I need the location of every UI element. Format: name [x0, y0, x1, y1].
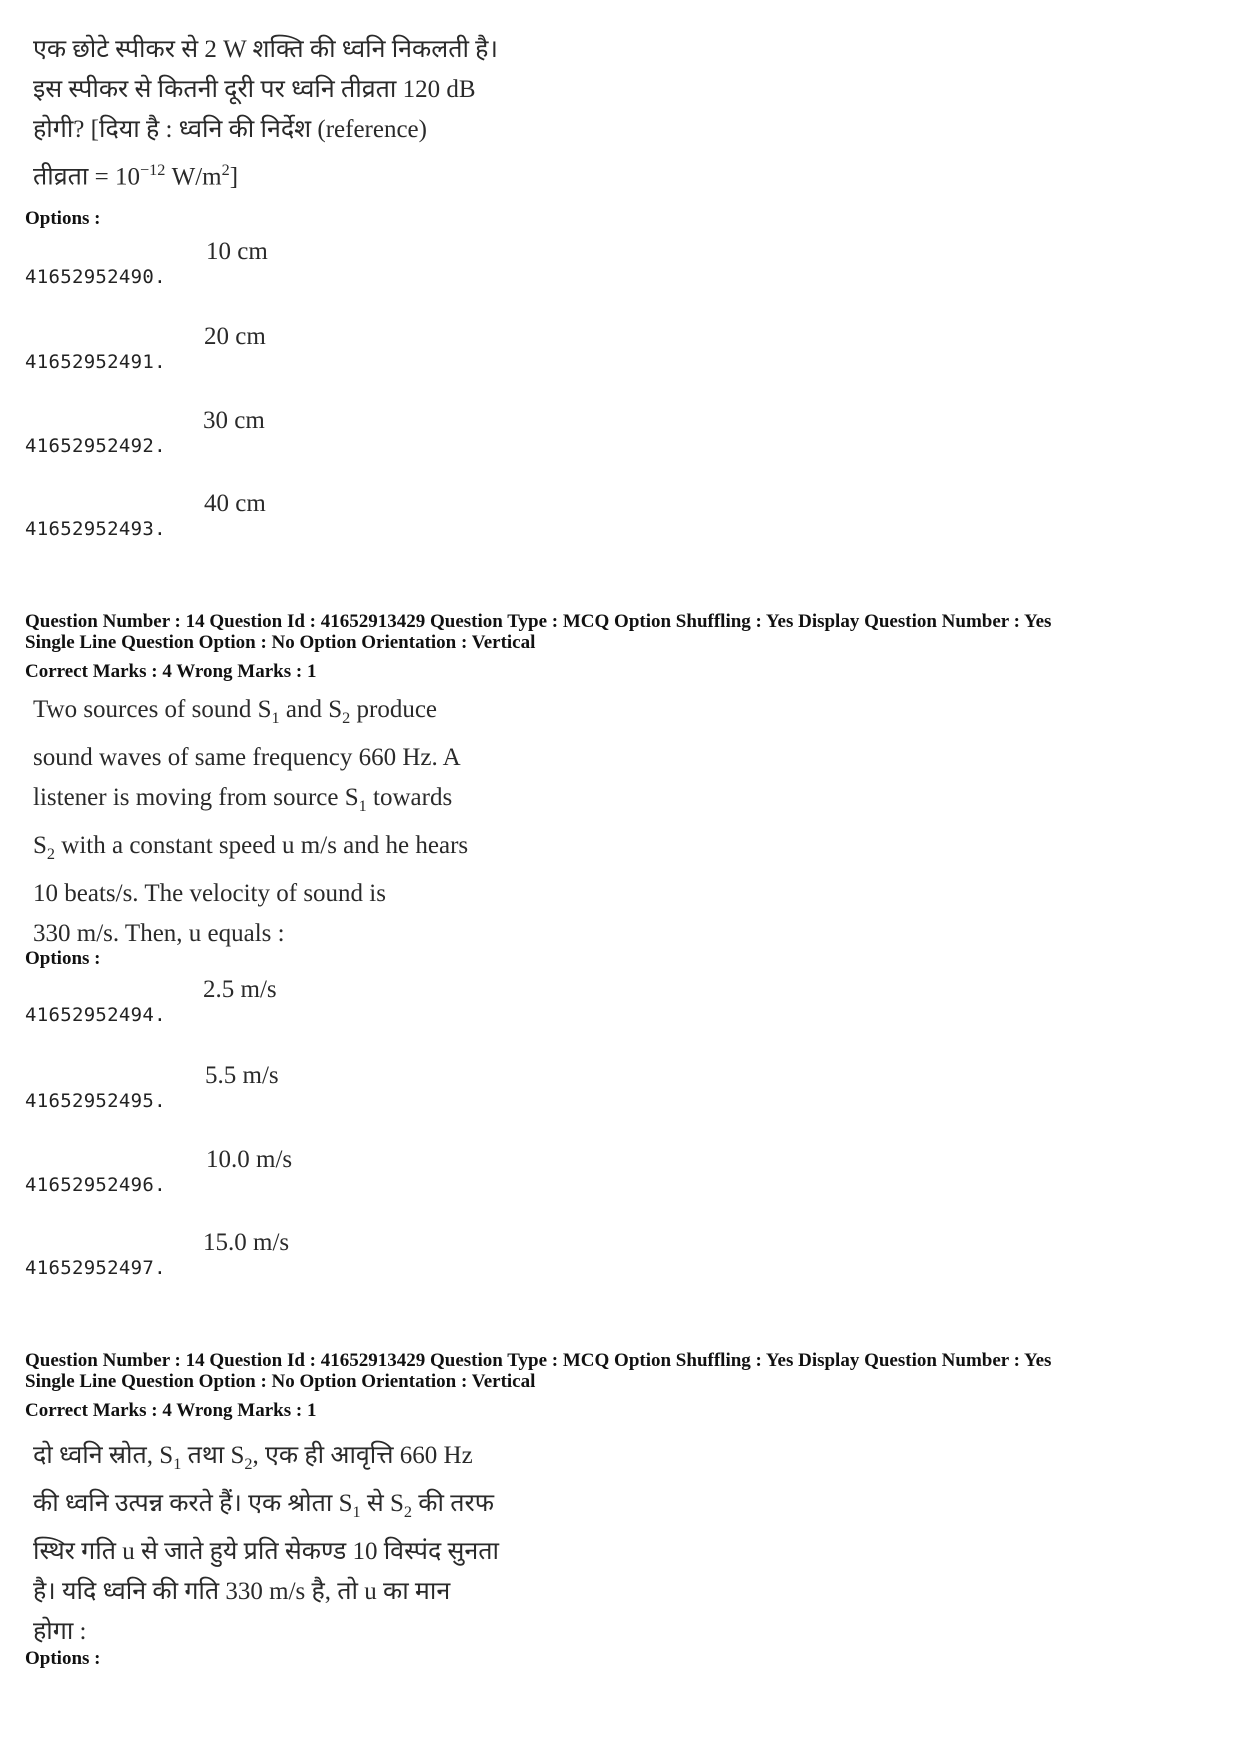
question-line: इस स्पीकर से कितनी दूरी पर ध्वनि तीव्रता 120 dB	[33, 76, 476, 103]
option-row[interactable]	[25, 490, 625, 540]
question-line: Two sources of sound $S_1$ and $S_2$ produce	[33, 696, 438, 727]
question-line: listener is moving from source $S_1$ towards	[33, 784, 453, 815]
options-label: Options :	[25, 948, 101, 969]
meta-line: Correct Marks : 4 Wrong Marks : 1	[25, 661, 317, 682]
question-14-english-text	[33, 690, 533, 954]
question-line: 10 beats/s. The velocity of sound is	[33, 880, 386, 907]
question-line: होगी? [दिया है : ध्वनि की निर्देश (reference)	[33, 116, 427, 143]
option-value: 5.5 m/s	[205, 1062, 279, 1089]
option-value: 10 cm	[206, 238, 268, 265]
option-id: 41652952493.	[25, 518, 166, 540]
meta-line: Question Number : 14 Question Id : 41652913429 Question Type : MCQ Option Shuffling : Yes Display Question Number : Yes	[25, 1350, 1052, 1371]
options-label: Options :	[25, 1648, 101, 1669]
question-line: स्थिर गति u से जाते हुये प्रति सेकण्ड 10 विस्पंद सुनता	[33, 1538, 500, 1565]
question-line: की ध्वनि उत्पन्न करते हैं। एक श्रोता $S_1$ से $S_2$ की तरफ	[33, 1490, 494, 1521]
option-value: 10.0 m/s	[206, 1146, 293, 1173]
option-id: 41652952496.	[25, 1174, 166, 1196]
question-line: 330 m/s. Then, u equals :	[33, 920, 285, 947]
option-id: 41652952495.	[25, 1090, 166, 1112]
meta-line: Question Number : 14 Question Id : 41652913429 Question Type : MCQ Option Shuffling : Yes Display Question Number : Yes	[25, 611, 1052, 632]
question-line: एक छोटे स्पीकर से 2 W शक्ति की ध्वनि निकलती है।	[33, 36, 498, 63]
question-line: तीव्रता = $10^{-12}$ $W/m^2$]	[33, 161, 239, 191]
options-label: Options :	[25, 208, 101, 229]
question-line: दो ध्वनि स्रोत, $S_1$ तथा $S_2$, एक ही आवृत्ति 660 Hz	[33, 1442, 473, 1473]
option-row[interactable]	[25, 976, 625, 1026]
option-id: 41652952497.	[25, 1257, 166, 1279]
option-value: 15.0 m/s	[203, 1229, 290, 1256]
option-value: 40 cm	[204, 490, 266, 517]
option-id: 41652952494.	[25, 1004, 166, 1026]
question-14-hindi-text	[33, 1436, 535, 1652]
option-id: 41652952492.	[25, 435, 166, 457]
option-value: 30 cm	[203, 407, 265, 434]
meta-line: Correct Marks : 4 Wrong Marks : 1	[25, 1400, 317, 1421]
option-row[interactable]	[25, 407, 625, 457]
question-line: $S_2$ with a constant speed u m/s and he hears	[33, 832, 469, 863]
option-row[interactable]	[25, 1062, 625, 1112]
option-row[interactable]	[25, 323, 625, 373]
option-value: 2.5 m/s	[203, 976, 277, 1003]
option-row[interactable]	[25, 1229, 625, 1279]
question-meta	[25, 1350, 1225, 1421]
option-row[interactable]	[25, 1146, 625, 1196]
question-13-hindi-text	[33, 30, 538, 197]
option-value: 20 cm	[204, 323, 266, 350]
question-line: होगा :	[33, 1618, 87, 1645]
meta-line: Single Line Question Option : No Option Orientation : Vertical	[25, 632, 536, 653]
question-line: है। यदि ध्वनि की गति 330 m/s है, तो u का मान	[33, 1578, 451, 1605]
option-id: 41652952491.	[25, 351, 166, 373]
question-line: sound waves of same frequency 660 Hz. A	[33, 744, 461, 771]
meta-line: Single Line Question Option : No Option Orientation : Vertical	[25, 1371, 536, 1392]
option-id: 41652952490.	[25, 266, 166, 288]
option-row[interactable]	[25, 238, 625, 288]
question-meta	[25, 611, 1225, 682]
